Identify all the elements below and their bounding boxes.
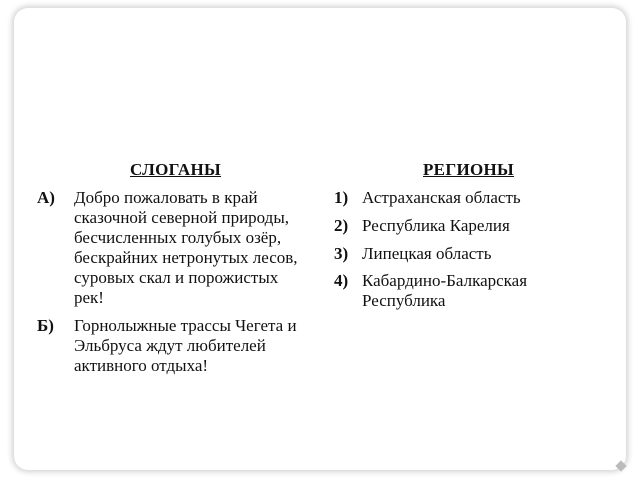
region-text-1: Астраханская область — [362, 188, 521, 207]
region-marker-3: 3) — [334, 244, 349, 263]
slogan-marker-b: Б) — [37, 316, 54, 335]
regions-header: РЕГИОНЫ — [423, 160, 515, 179]
slogan-text-a: Добро пожаловать в край сказочной северной природы, бесчисленных голубых озёр, бескрайних нетронутых лесов, суровых скал и порожистых рек! — [74, 188, 298, 307]
region-marker-1: 1) — [334, 188, 349, 207]
slogan-marker-a: А) — [37, 188, 55, 207]
region-text-4: Кабардино-Балкарская Республика — [362, 271, 528, 310]
region-marker-4: 4) — [334, 271, 349, 290]
region-text-3: Липецкая область — [362, 244, 492, 263]
region-marker-2: 2) — [334, 216, 349, 235]
slogan-text-b: Горнолыжные трассы Чегета и Эльбруса ждут любителей активного отдыха! — [74, 316, 297, 375]
region-text-2: Республика Карелия — [362, 216, 510, 235]
slogans-header: СЛОГАНЫ — [130, 160, 222, 179]
